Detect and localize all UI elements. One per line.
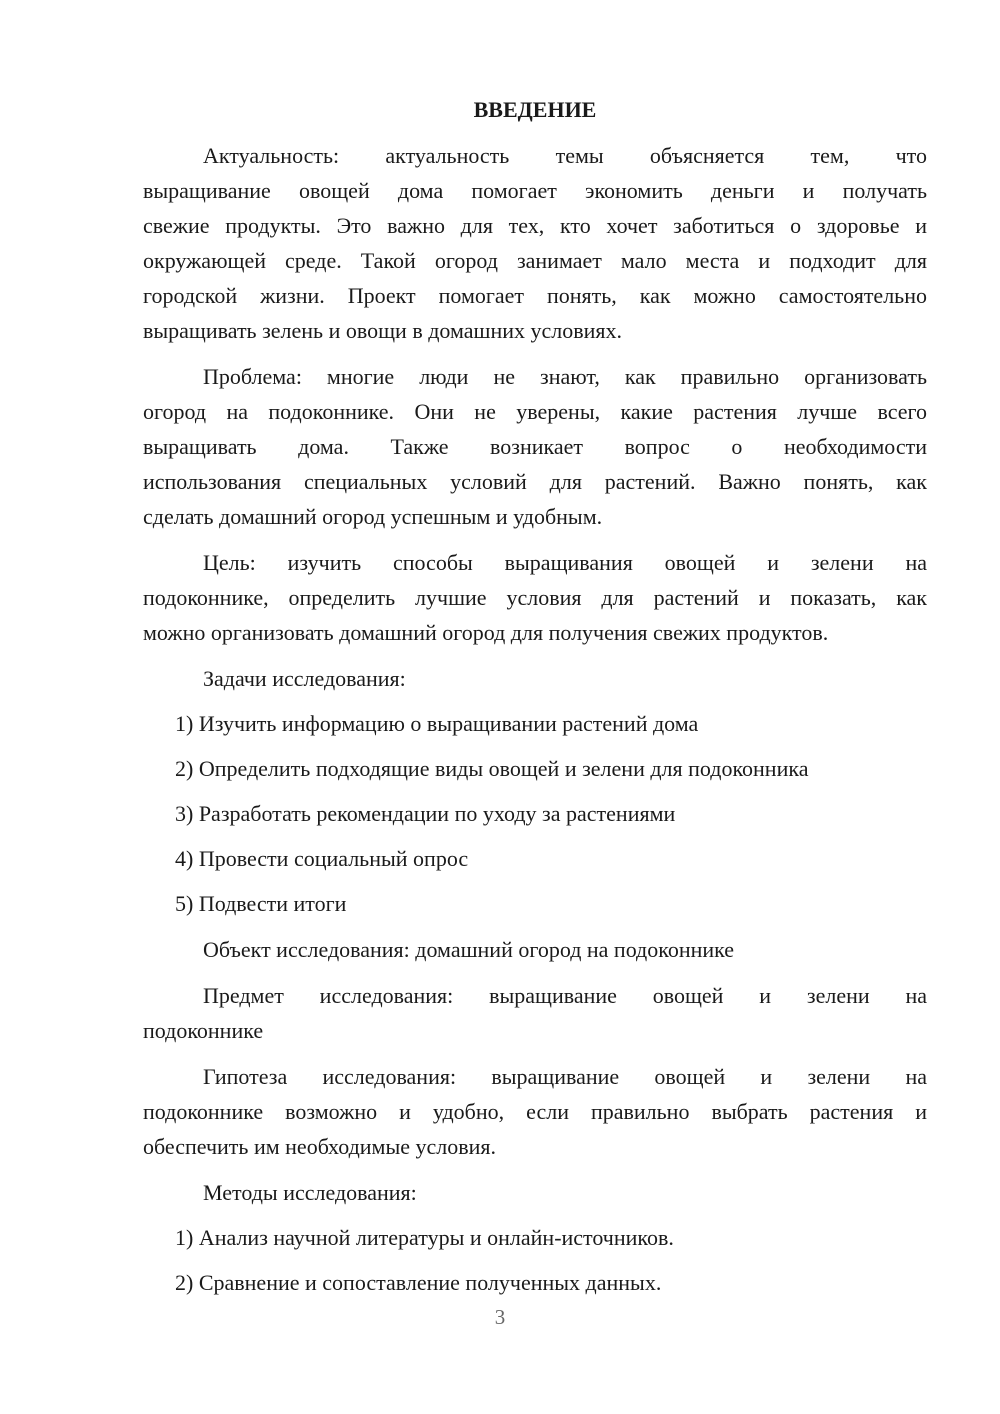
text-line: выращивание овощей дома помогает экономить деньги и получать bbox=[143, 178, 927, 203]
text-line: сделать домашний огород успешным и удобным. bbox=[143, 504, 603, 529]
text-line: использования специальных условий для растений. Важно понять, как bbox=[143, 469, 927, 494]
text-line: можно организовать домашний огород для получения свежих продуктов. bbox=[143, 620, 829, 645]
list-item: 1) Анализ научной литературы и онлайн-источников. bbox=[175, 1225, 674, 1250]
list-item: 5) Подвести итоги bbox=[175, 891, 347, 916]
tasks-list bbox=[143, 706, 927, 921]
text-line: выращивать зелень и овощи в домашних условиях. bbox=[143, 318, 623, 343]
list-item: 4) Провести социальный опрос bbox=[175, 846, 469, 871]
text-line: Проблема: многие люди не знают, как правильно организовать bbox=[203, 364, 927, 389]
text-line: огород на подоконнике. Они не уверены, какие растения лучше всего bbox=[143, 399, 927, 424]
paragraph-relevance bbox=[143, 138, 927, 348]
text-line: Гипотеза исследования: выращивание овощей и зелени на bbox=[203, 1064, 927, 1089]
text-line: Актуальность: актуальность темы объясняется тем, что bbox=[203, 143, 927, 168]
text-line: выращивать дома. Также возникает вопрос о необходимости bbox=[143, 434, 927, 459]
text-line: подоконнике возможно и удобно, если правильно выбрать растения и bbox=[143, 1099, 927, 1124]
methods-heading: Методы исследования: bbox=[203, 1180, 417, 1205]
research-object: Объект исследования: домашний огород на подоконнике bbox=[203, 937, 735, 962]
page-number: 3 bbox=[494, 1305, 506, 1329]
text-line: подоконнике, определить лучшие условия для растений и показать, как bbox=[143, 585, 927, 610]
methods-list bbox=[143, 1220, 927, 1300]
text-line: окружающей среде. Такой огород занимает мало места и подходит для bbox=[143, 248, 927, 273]
research-hypothesis bbox=[143, 1059, 927, 1164]
tasks-heading: Задачи исследования: bbox=[203, 666, 406, 691]
paragraph-problem bbox=[143, 359, 927, 534]
text-line: городской жизни. Проект помогает понять, как можно самостоятельно bbox=[143, 283, 927, 308]
list-item: 1) Изучить информацию о выращивании растений дома bbox=[175, 711, 699, 736]
text-line: подоконнике bbox=[143, 1018, 264, 1043]
list-item: 2) Определить подходящие виды овощей и зелени для подоконника bbox=[175, 756, 809, 781]
section-title: ВВЕДЕНИЕ bbox=[473, 97, 597, 122]
text-line: обеспечить им необходимые условия. bbox=[143, 1134, 497, 1159]
list-item: 2) Сравнение и сопоставление полученных данных. bbox=[175, 1270, 662, 1295]
text-line: Цель: изучить способы выращивания овощей и зелени на bbox=[203, 550, 927, 575]
paragraph-goal bbox=[143, 545, 927, 650]
text-line: свежие продукты. Это важно для тех, кто хочет заботиться о здоровье и bbox=[143, 213, 927, 238]
document-page bbox=[143, 92, 927, 1300]
text-line: Предмет исследования: выращивание овощей и зелени на bbox=[203, 983, 927, 1008]
research-subject bbox=[143, 978, 927, 1048]
list-item: 3) Разработать рекомендации по уходу за растениями bbox=[175, 801, 676, 826]
